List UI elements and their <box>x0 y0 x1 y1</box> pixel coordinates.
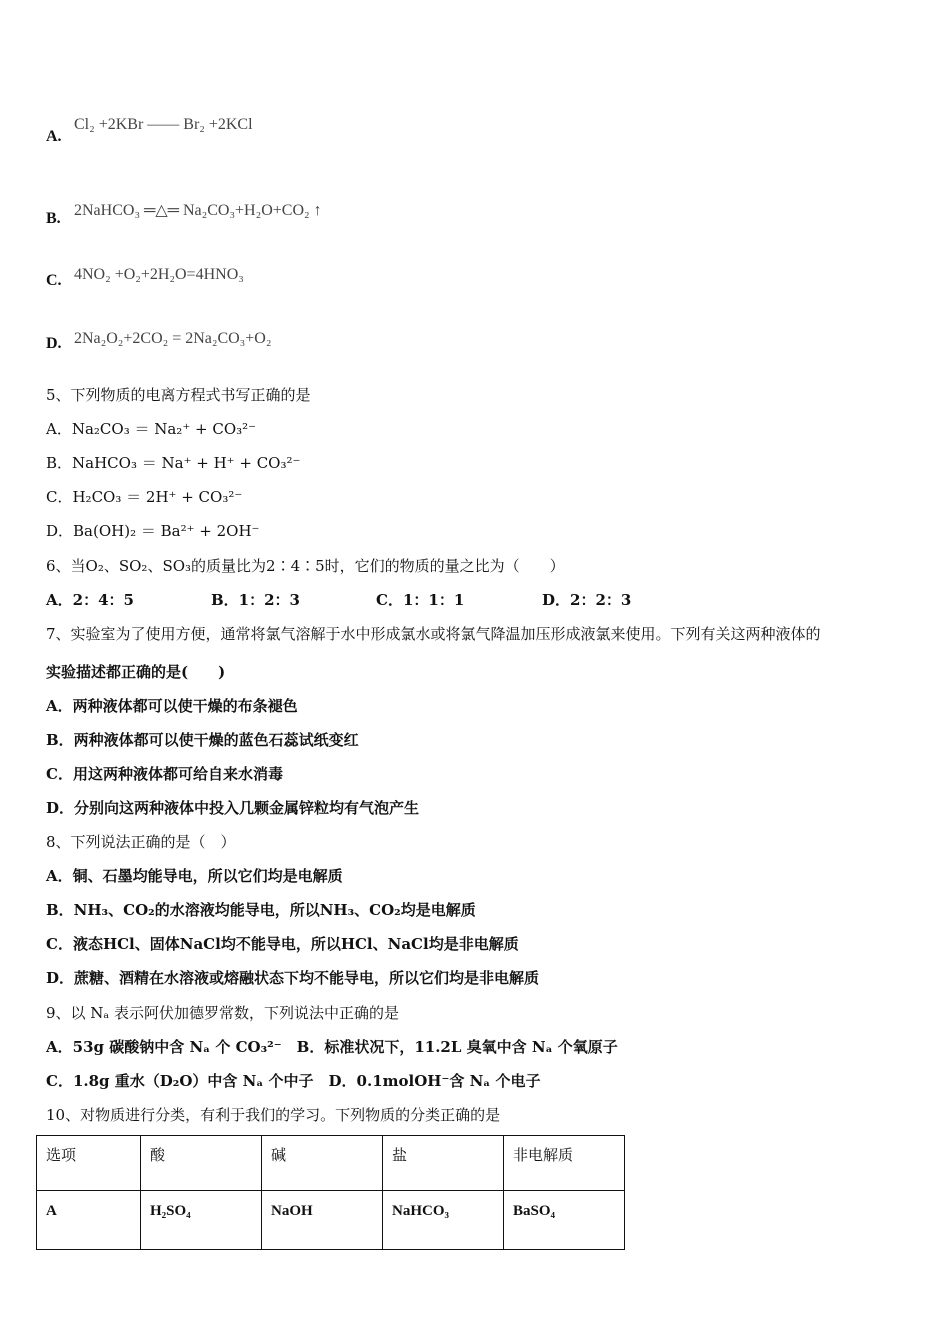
equation: 2Na₂O₂+2CO₂ = 2Na₂CO₃+O₂ <box>74 330 272 347</box>
table-cell: NaOH <box>262 1191 383 1250</box>
question-7-stem-cont: 实验描述都正确的是( ) <box>46 663 226 681</box>
table-cell: BaSO₄ <box>504 1191 625 1250</box>
option-label: A. <box>46 128 62 145</box>
table-header: 选项 <box>37 1136 141 1191</box>
question-8-stem: 8、下列说法正确的是（ ） <box>46 833 236 851</box>
table-header: 非电解质 <box>504 1136 625 1191</box>
option: B．两种液体都可以使干燥的蓝色石蕊试纸变红 <box>46 731 359 749</box>
option: A．Na₂CO₃ ＝ Na₂⁺ + CO₃²⁻ <box>46 420 257 438</box>
question-9-stem: 9、以 Nₐ 表示阿伏加德罗常数，下列说法中正确的是 <box>46 1004 399 1022</box>
table-cell: A <box>37 1191 141 1250</box>
table-header-row <box>37 1136 625 1191</box>
option: D．Ba(OH)₂ ＝ Ba²⁺ + 2OH⁻ <box>46 522 260 540</box>
option: C．用这两种液体都可给自来水消毒 <box>46 765 283 783</box>
option: B．1：2：3 <box>211 591 300 609</box>
option: A．铜、石墨均能导电，所以它们均是电解质 <box>46 867 343 885</box>
option-label: C. <box>46 272 62 289</box>
table-row <box>37 1191 625 1250</box>
option: C．液态HCl、固体NaCl均不能导电，所以HCl、NaCl均是非电解质 <box>46 935 519 953</box>
option: D．2：2：3 <box>542 591 632 609</box>
table-header: 酸 <box>141 1136 262 1191</box>
option: D．分别向这两种液体中投入几颗金属锌粒均有气泡产生 <box>46 799 420 817</box>
classification-table <box>36 1135 625 1250</box>
table-cell: H₂SO₄ <box>141 1191 262 1250</box>
option: D．蔗糖、酒精在水溶液或熔融状态下均不能导电，所以它们均是非电解质 <box>46 969 540 987</box>
question-7-stem: 7、实验室为了使用方便，通常将氯气溶解于水中形成氯水或将氯气降温加压形成液氯来使用。下列有关这两种液体的 <box>46 625 821 643</box>
option: A．两种液体都可以使干燥的布条褪色 <box>46 697 298 715</box>
option: C．1：1：1 <box>376 591 465 609</box>
question-5-stem: 5、下列物质的电离方程式书写正确的是 <box>46 386 311 404</box>
equation: 4NO₂ +O₂+2H₂O=4HNO₃ <box>74 266 244 283</box>
table-header: 盐 <box>383 1136 504 1191</box>
option: B．NH₃、CO₂的水溶液均能导电，所以NH₃、CO₂均是电解质 <box>46 901 476 919</box>
option-label: B. <box>46 210 61 227</box>
question-6-stem: 6、当O₂、SO₂、SO₃的质量比为2∶4∶5时，它们的物质的量之比为（ ） <box>46 557 565 575</box>
question-10-stem: 10、对物质进行分类，有利于我们的学习。下列物质的分类正确的是 <box>46 1106 501 1124</box>
table-header: 碱 <box>262 1136 383 1191</box>
table-cell: NaHCO₃ <box>383 1191 504 1250</box>
option-label: D. <box>46 335 62 352</box>
option: A．2：4：5 <box>46 591 134 609</box>
options-line: C．1.8g 重水（D₂O）中含 Nₐ 个中子 D．0.1molOH⁻含 Nₐ 个电子 <box>46 1072 541 1090</box>
equation: Cl₂ +2KBr —— Br₂ +2KCl <box>74 116 253 133</box>
options-line: A．53g 碳酸钠中含 Nₐ 个 CO₃²⁻ B．标准状况下，11.2L 臭氧中含 Nₐ 个氧原子 <box>46 1038 618 1056</box>
option: C．H₂CO₃ ＝ 2H⁺ + CO₃²⁻ <box>46 488 243 506</box>
option: B．NaHCO₃ ＝ Na⁺ + H⁺ + CO₃²⁻ <box>46 454 301 472</box>
equation: 2NaHCO₃ ═△═ Na₂CO₃+H₂O+CO₂ ↑ <box>74 202 322 219</box>
